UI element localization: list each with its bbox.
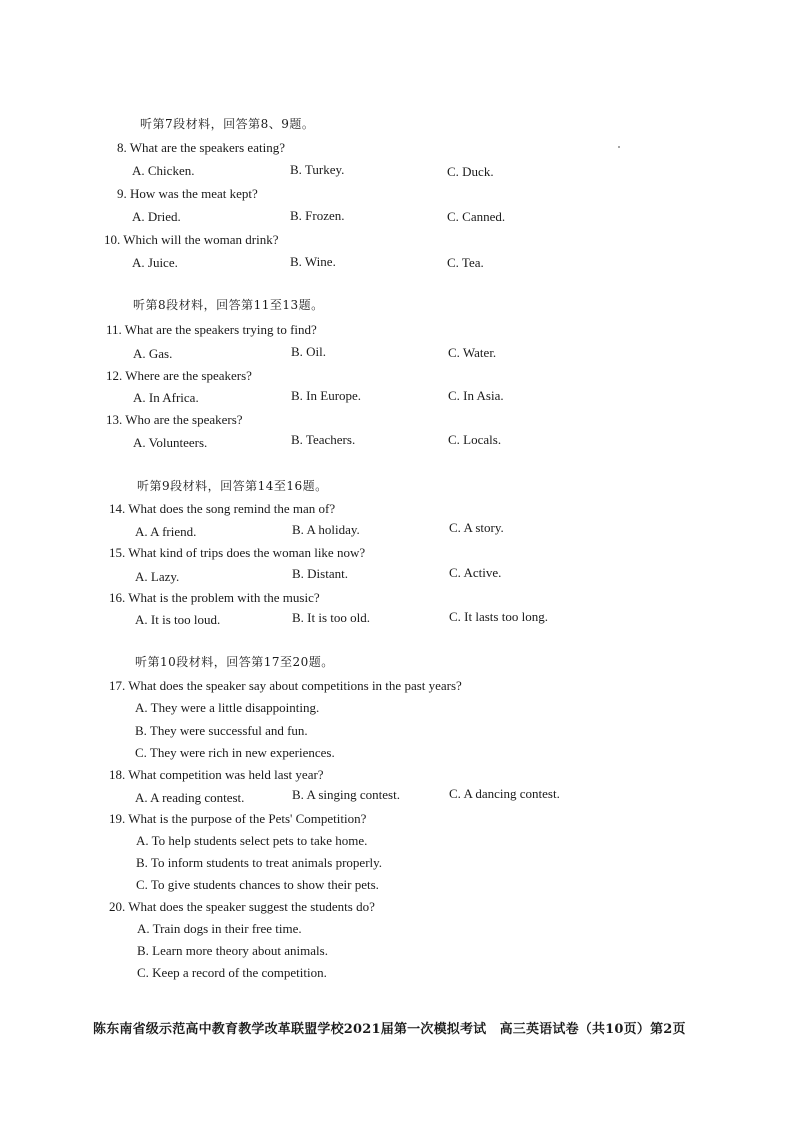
question-16-option-c: C. It lasts too long. [449, 609, 548, 624]
question-18-option-c: C. A dancing contest. [449, 786, 560, 801]
question-10-option-b: B. Wine. [290, 254, 336, 269]
question-17-stem: 17. What does the speaker say about competitions in the past years? [109, 678, 462, 693]
question-11-option-b: B. Oil. [291, 344, 327, 359]
question-19-option-c: C. To give students chances to show their pets. [136, 877, 379, 892]
question-8-stem: 8. What are the speakers eating? [117, 140, 285, 155]
question-19-stem: 19. What is the purpose of the Pets' Competition? [109, 811, 367, 826]
question-9-option-c: C. Canned. [447, 209, 506, 224]
question-9-option-b: B. Frozen. [290, 208, 345, 223]
question-9-stem: 9. How was the meat kept? [117, 186, 258, 201]
question-8-option-a: A. Chicken. [132, 163, 195, 178]
question-10-option-c: C. Tea. [447, 255, 484, 270]
question-18-option-b: B. A singing contest. [292, 787, 400, 802]
question-12-stem: 12. Where are the speakers? [106, 368, 252, 383]
question-19-option-a: A. To help students select pets to take home. [136, 833, 368, 848]
question-11-option-a: A. Gas. [133, 346, 173, 361]
question-11-stem: 11. What are the speakers trying to find? [106, 322, 317, 337]
scan-speck [618, 146, 620, 148]
question-14-stem: 14. What does the song remind the man of? [109, 501, 336, 516]
question-10-stem: 10. Which will the woman drink? [104, 232, 279, 247]
question-15-option-c: C. Active. [449, 565, 502, 580]
question-10-option-a: A. Juice. [132, 255, 178, 270]
question-16-option-a: A. It is too loud. [135, 612, 221, 627]
question-14-option-b: B. A holiday. [292, 522, 360, 537]
question-16-option-b: B. It is too old. [292, 610, 371, 625]
question-13-option-a: A. Volunteers. [133, 435, 208, 450]
question-9-option-a: A. Dried. [132, 209, 181, 224]
section-heading-8: 听第8段材料，回答第11至13题。 [133, 298, 324, 312]
question-17-option-c: C. They were rich in new experiences. [135, 745, 335, 760]
question-17-option-b: B. They were successful and fun. [135, 723, 308, 738]
question-15-stem: 15. What kind of trips does the woman like now? [109, 545, 366, 560]
question-18-stem: 18. What competition was held last year? [109, 767, 324, 782]
question-14-option-c: C. A story. [449, 520, 504, 535]
question-8-option-b: B. Turkey. [290, 162, 345, 177]
page-footer: 陈东南省级示范高中教育教学改革联盟学校2021届第一次模拟考试 高三英语试卷（共10页）第2页 [93, 1022, 686, 1037]
question-19-option-b: B. To inform students to treat animals properly. [136, 855, 383, 870]
question-11-option-c: C. Water. [448, 345, 497, 360]
question-8-option-c: C. Duck. [447, 164, 494, 179]
question-12-option-a: A. In Africa. [133, 390, 199, 405]
section-heading-10: 听第10段材料，回答第17至20题。 [135, 655, 334, 669]
question-17-option-a: A. They were a little disappointing. [135, 700, 320, 715]
question-16-stem: 16. What is the problem with the music? [109, 590, 320, 605]
question-13-option-c: C. Locals. [448, 432, 502, 447]
question-20-option-a: A. Train dogs in their free time. [137, 921, 302, 936]
section-heading-7: 听第7段材料，回答第8、9题。 [140, 117, 315, 131]
question-12-option-c: C. In Asia. [448, 388, 504, 403]
question-20-option-b: B. Learn more theory about animals. [137, 943, 328, 958]
question-15-option-b: B. Distant. [292, 566, 348, 581]
question-20-stem: 20. What does the speaker suggest the students do? [109, 899, 375, 914]
question-13-option-b: B. Teachers. [291, 432, 356, 447]
question-15-option-a: A. Lazy. [135, 569, 180, 584]
section-heading-9: 听第9段材料，回答第14至16题。 [137, 479, 328, 493]
question-12-option-b: B. In Europe. [291, 388, 362, 403]
question-14-option-a: A. A friend. [135, 524, 197, 539]
question-18-option-a: A. A reading contest. [135, 790, 245, 805]
question-13-stem: 13. Who are the speakers? [106, 412, 243, 427]
question-20-option-c: C. Keep a record of the competition. [137, 965, 327, 980]
